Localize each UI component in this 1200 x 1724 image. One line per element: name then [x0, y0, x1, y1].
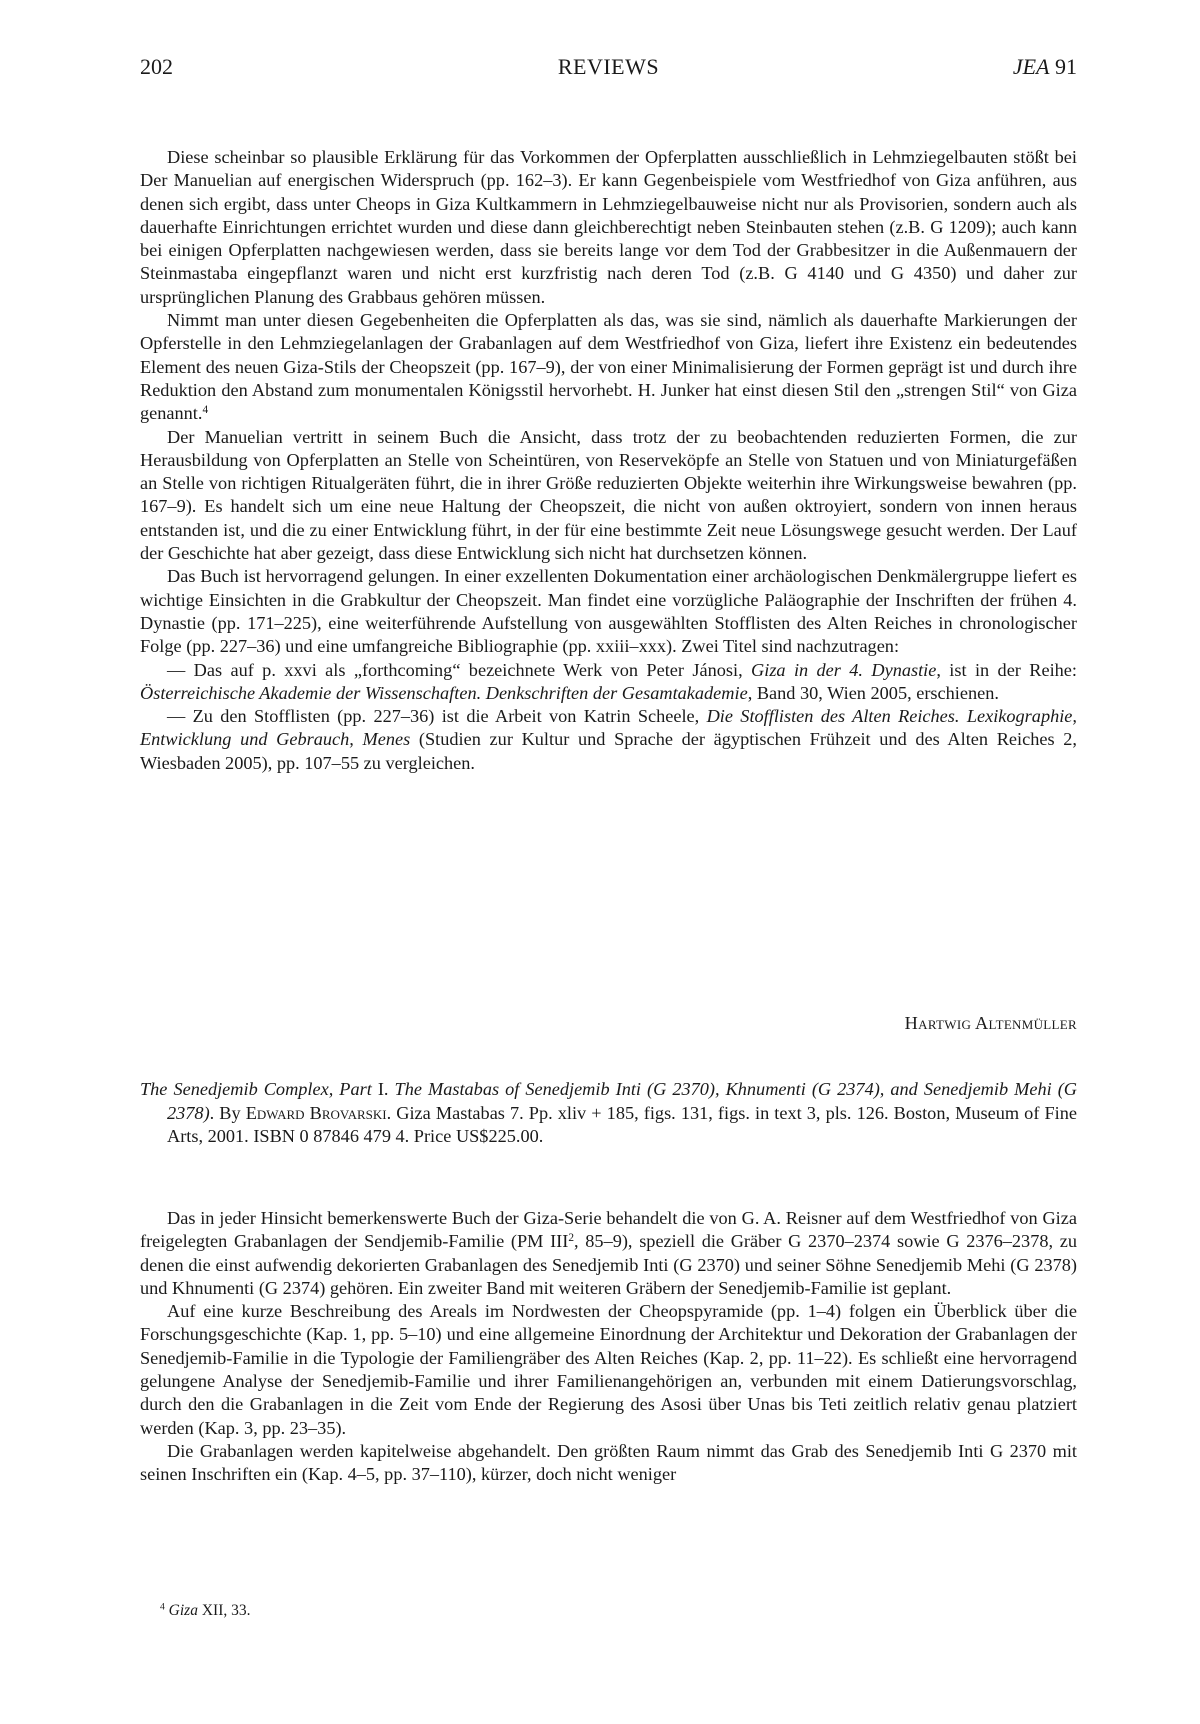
review-1-paragraph: [140, 309, 1077, 425]
review-2-paragraph: [140, 1440, 1077, 1487]
review-2-paragraph: [140, 1207, 1077, 1300]
author-name: Edward Brovarski: [245, 1102, 387, 1123]
text-run: I.: [377, 1079, 395, 1099]
text-run: — Zu den Stofflisten (pp. 227–36) ist die Arbeit von Katrin Scheele,: [167, 706, 707, 727]
running-head: [140, 52, 1077, 82]
text-run: Die Grabanlagen werden kapitelweise abgehandelt. Den größten Raum nimmt das Grab des Senedjemib Inti G 2370 mit seinen Inschriften ein (Kap. 4–5, pp. 37–110), kürzer, doch nicht weniger: [140, 1440, 1077, 1485]
text-run: , 85–9), speziell die Gräber G 2370–2374 sowie G 2376–2378, zu denen die einst aufwendig dekorierten Grabanlagen des Senedjemib Inti (G 2370) und seiner Söhne Senedjemib Mehi (G 2378) und Khnumenti (G 2374) gehören. Ein zweiter Band mit weiteren Gräbern der Senedjemib-Familie ist geplant.: [140, 1231, 1077, 1298]
review-1-body: [140, 146, 1077, 775]
journal-abbreviation: JEA: [1012, 54, 1050, 79]
text-run: Nimmt man unter diesen Gegebenheiten die Opferplatten als das, was sie sind, nämlich als dauerhafte Markierungen der Opferstelle in den Lehmziegelanlagen der Grabanlagen auf dem Westfriedhof von Giza, liefert ihre Existenz ein bedeutendes Element des neuen Giza-Stils der Cheopszeit (pp. 167–9), der von einer Minimalisierung der Formen geprägt ist und durch ihre Reduktion den Abstand zum monumentalen Königsstil hervorhebt. H. Junker hat einst diesen Stil den „strengen Stil“ von Giza genannt.: [140, 310, 1077, 424]
review-1-paragraph: [140, 565, 1077, 658]
text-run: (Studien zur Kultur und Sprache der ägyptischen Frühzeit und des Alten Reiches 2, Wiesbaden 2005), pp. 107–55 zu vergleichen.: [140, 729, 1077, 773]
book-citation: [140, 1078, 1077, 1149]
review-2-paragraph: [140, 1300, 1077, 1440]
page-number: 202: [140, 54, 173, 79]
text-run: Auf eine kurze Beschreibung des Areals im Nordwesten der Cheopspyramide (pp. 1–4) folgen ein Überblick über die Forschungsgeschichte (Kap. 1, pp. 5–10) und eine allgemeine Einordnung der Architektur und Dekoration der Grabanlagen der Senedjemib-Familie in die Typologie der Familiengräber des Alten Reiches (Kap. 2, pp. 11–22). Es schließt eine hervorragend gelungene Analyse der Senedjemib-Familie und ihrer Familienangehörigen an, verbunden mit einem Datierungsvorschlag, durch den die Grabanlagen in die Zeit vom Ende der Regierung des Asosi über Unas bis Teti zeitlich relativ genau platziert werden (Kap. 3, pp. 23–35).: [140, 1301, 1077, 1438]
footnote-reference: 2: [568, 1232, 575, 1245]
footnote-reference: 4: [160, 1601, 165, 1613]
italic-title: Österreichische Akademie der Wissenschaften. Denkschriften der Gesamtakademie: [140, 682, 748, 703]
text-run: . By: [209, 1102, 246, 1123]
review-1-paragraph: [140, 146, 1077, 309]
italic-title: The Senedjemib Complex, Part: [140, 1079, 378, 1099]
review-2-body: [140, 1207, 1077, 1487]
footnote-reference: 4: [202, 404, 209, 417]
section-title: REVIEWS: [557, 54, 660, 79]
italic-title: Die Stofflisten des Alten Reiches. Lexikographie, Entwicklung und Gebrauch, Menes: [140, 706, 1077, 750]
text-run: Diese scheinbar so plausible Erklärung für das Vorkommen der Opferplatten ausschließlich in Lehmziegelbauten stößt bei Der Manuelian auf energischen Widerspruch (pp. 162–3). Er kann Gegenbeispiele vom Westfriedhof von Giza anführen, aus denen sich ergibt, dass unter Cheops in Giza Kultkammern in Lehmziegelbauweise nicht nur als Provisorien, sondern auch als dauerhafte Einrichtungen errichtet wurden und diese dann gleichberechtigt neben Steinbauten stehen (z.B. G 1209); auch kann bei einigen Opferplatten nachgewiesen werden, dass sie bereits lange vor dem Tod der Grabbesitzer in die Außenmauern der Steinmastaba eingepflanzt waren und nicht erst kurzfristig nach deren Tod (z.B. G 4140 und G 4350) und daher zur ursprünglichen Planung des Grabbaus gehören müssen.: [140, 147, 1077, 307]
text-run: XII, 33.: [197, 1602, 251, 1619]
text-run: — Das auf p. xxvi als „forthcoming“ bezeichnete Werk von Peter Jánosi,: [167, 659, 752, 680]
italic-title: Giza: [168, 1602, 198, 1619]
text-run: , Band 30, Wien 2005, erschienen.: [747, 682, 999, 703]
journal-reference: [1013, 52, 1077, 82]
journal-volume: 91: [1049, 54, 1077, 79]
addendum-item: [140, 705, 1077, 775]
text-run: Das in jeder Hinsicht bemerkenswerte Buch der Giza-Serie behandelt die von G. A. Reisner auf dem Westfriedhof von Giza freigelegten Grabanlagen der Sendjemib-Familie (PM III: [140, 1208, 1077, 1252]
reviewer-signature: Hartwig Altenmüller: [904, 1013, 1077, 1033]
italic-title: Giza in der 4. Dynastie: [751, 659, 937, 680]
italic-title: The Mastabas of Senedjemib Inti (G 2370), Khnumenti (G 2374), and Senedjemib Mehi (G 2378): [167, 1079, 1077, 1123]
addendum-item: [140, 659, 1077, 706]
footnote: [160, 1601, 251, 1621]
text-run: , ist in der Reihe:: [936, 659, 1077, 680]
text-run: Der Manuelian vertritt in seinem Buch die Ansicht, dass trotz der zu beobachtenden reduzierten Formen, die zur Herausbildung von Opferplatten an Stelle von Scheintüren, von Reserveköpfe an Stelle von Statuen und von Miniaturgefäßen an Stelle von richtigen Ritualgeräten führt, die in ihrer Größe reduzierten Objekte weiterhin ihre Wirkungsweise bewahren (pp. 167–9). Es handelt sich um eine neue Haltung der Cheopszeit, die nicht von außen oktroyiert, sondern von innen heraus entstanden ist, und die zu einer Entwicklung führt, in der für eine bestimmte Zeit neue Lösungswege gesucht werden. Der Lauf der Geschichte hat aber gezeigt, dass diese Entwicklung sich nicht hat durchsetzen können.: [140, 426, 1077, 564]
text-run: Das Buch ist hervorragend gelungen. In einer exzellenten Dokumentation einer archäologischen Denkmälergruppe liefert es wichtige Einsichten in die Grabkultur der Cheopszeit. Man findet eine vorzügliche Paläographie der Inschriften der frühen 4. Dynastie (pp. 171–225), eine weiterführende Aufstellung von ausgewählten Stofflisten des Alten Reiches in chronologischer Folge (pp. 227–36) und eine umfangreiche Bibliographie (pp. xxiii–xxx). Zwei Titel sind nachzutragen:: [140, 566, 1077, 657]
text-run: . Giza Mastabas 7. Pp. xliv + 185, figs. 131, figs. in text 3, pls. 126. Boston, Museum of Fine Arts, 2001. ISBN 0 87846 479 4. Price US$225.00.: [167, 1102, 1077, 1146]
review-1-paragraph: [140, 426, 1077, 566]
